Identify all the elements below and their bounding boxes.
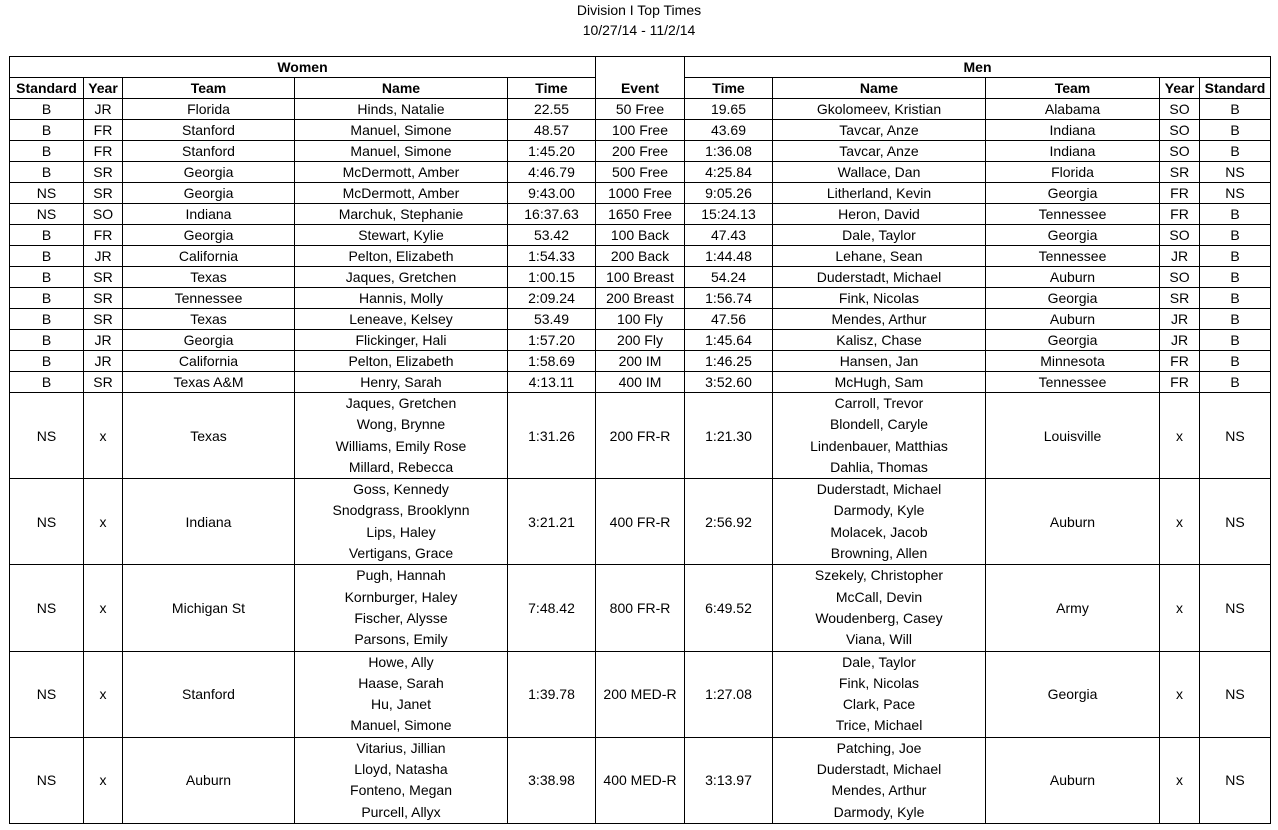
women-time-cell: 1:31.26 bbox=[508, 393, 596, 479]
relay-row bbox=[10, 565, 1271, 651]
women-team-cell: Georgia bbox=[123, 330, 295, 351]
table-row bbox=[10, 225, 1271, 246]
women-time-cell: 3:21.21 bbox=[508, 479, 596, 565]
swimmer-name: Blondell, Caryle bbox=[829, 416, 929, 433]
women-standard-cell: B bbox=[10, 288, 84, 309]
event-cell: 200 Free bbox=[596, 141, 685, 162]
women-swimmers-cell bbox=[295, 651, 508, 737]
men-swimmers-cell bbox=[773, 393, 986, 479]
relay-row bbox=[10, 393, 1271, 479]
men-standard-cell: B bbox=[1200, 288, 1271, 309]
event-cell: 200 Breast bbox=[596, 288, 685, 309]
women-standard-cell: B bbox=[10, 246, 84, 267]
date-range: 10/27/14 - 11/2/14 bbox=[582, 22, 696, 38]
relay-row bbox=[10, 651, 1271, 737]
men-team-cell: Tennessee bbox=[986, 372, 1160, 393]
men-team-cell: Auburn bbox=[986, 479, 1160, 565]
event-cell: 100 Breast bbox=[596, 267, 685, 288]
men-name-cell: Tavcar, Anze bbox=[773, 120, 986, 141]
swimmer-name: Trice, Michael bbox=[835, 717, 923, 734]
swimmer-name: Wong, Brynne bbox=[356, 416, 446, 433]
table-row bbox=[10, 288, 1271, 309]
men-standard-cell: B bbox=[1200, 120, 1271, 141]
table-row bbox=[10, 183, 1271, 204]
women-time-cell: 4:13.11 bbox=[508, 372, 596, 393]
women-year-cell: JR bbox=[84, 99, 123, 120]
swimmer-name: Fink, Nicolas bbox=[838, 674, 920, 691]
swimmer-name: Carroll, Trevor bbox=[834, 395, 924, 411]
women-team-cell: California bbox=[123, 246, 295, 267]
women-name-cell: Henry, Sarah bbox=[295, 372, 508, 393]
column-header: Team bbox=[986, 78, 1160, 99]
men-time-cell: 1:45.64 bbox=[685, 330, 773, 351]
swimmer-name: Goss, Kennedy bbox=[353, 481, 449, 498]
women-team-cell: Texas A&M bbox=[123, 372, 295, 393]
men-year-cell: x bbox=[1160, 651, 1200, 737]
event-cell: 200 Fly bbox=[596, 330, 685, 351]
relay-row bbox=[10, 479, 1271, 565]
men-year-cell: x bbox=[1160, 393, 1200, 479]
women-time-cell: 22.55 bbox=[508, 99, 596, 120]
men-team-cell: Indiana bbox=[986, 141, 1160, 162]
women-year-cell: x bbox=[84, 479, 123, 565]
women-year-cell: FR bbox=[84, 141, 123, 162]
column-header: Standard bbox=[1200, 78, 1271, 99]
women-team-cell: Texas bbox=[123, 309, 295, 330]
column-header: Year bbox=[1160, 78, 1200, 99]
women-year-cell: SR bbox=[84, 267, 123, 288]
women-year-cell: FR bbox=[84, 225, 123, 246]
women-standard-cell: B bbox=[10, 120, 84, 141]
page-title: Division I Top Times bbox=[576, 2, 702, 18]
swimmer-name: Duderstadt, Michael bbox=[816, 761, 942, 778]
swimmer-name: Lindenbauer, Matthias bbox=[810, 437, 948, 454]
women-standard-cell: NS bbox=[10, 737, 84, 823]
men-time-cell: 1:46.25 bbox=[685, 351, 773, 372]
men-team-cell: Auburn bbox=[986, 737, 1160, 823]
men-year-cell: SR bbox=[1160, 162, 1200, 183]
column-header: Name bbox=[773, 78, 986, 99]
swimmer-name: Vertigans, Grace bbox=[348, 545, 454, 562]
men-team-cell: Auburn bbox=[986, 267, 1160, 288]
event-cell: 400 MED-R bbox=[596, 737, 685, 823]
men-swimmers-cell bbox=[773, 565, 986, 651]
women-team-cell: Georgia bbox=[123, 162, 295, 183]
men-swimmers-cell bbox=[773, 479, 986, 565]
men-team-cell: Georgia bbox=[986, 651, 1160, 737]
women-team-cell: Georgia bbox=[123, 183, 295, 204]
swimmer-name: Pugh, Hannah bbox=[356, 567, 446, 584]
swimmer-name: Darmody, Kyle bbox=[833, 803, 925, 820]
men-standard-cell: B bbox=[1200, 267, 1271, 288]
women-year-cell: SO bbox=[84, 204, 123, 225]
men-swimmers-cell bbox=[773, 651, 986, 737]
women-name-cell: Pelton, Elizabeth bbox=[295, 351, 508, 372]
results-table bbox=[9, 56, 1271, 824]
swimmer-name: Jaques, Gretchen bbox=[345, 395, 457, 411]
men-time-cell: 2:56.92 bbox=[685, 479, 773, 565]
women-group-header: Women bbox=[10, 57, 596, 78]
women-time-cell: 48.57 bbox=[508, 120, 596, 141]
men-time-cell: 19.65 bbox=[685, 99, 773, 120]
women-time-cell: 9:43.00 bbox=[508, 183, 596, 204]
women-year-cell: x bbox=[84, 737, 123, 823]
women-standard-cell: B bbox=[10, 225, 84, 246]
women-time-cell: 4:46.79 bbox=[508, 162, 596, 183]
event-cell: 200 MED-R bbox=[596, 651, 685, 737]
table-row bbox=[10, 162, 1271, 183]
men-team-cell: Georgia bbox=[986, 330, 1160, 351]
swimmer-name: Dahlia, Thomas bbox=[830, 458, 928, 475]
men-team-cell: Georgia bbox=[986, 183, 1160, 204]
men-team-cell: Alabama bbox=[986, 99, 1160, 120]
swimmer-name: Lips, Haley bbox=[366, 523, 436, 540]
women-name-cell: McDermott, Amber bbox=[295, 162, 508, 183]
event-cell: 100 Fly bbox=[596, 309, 685, 330]
swimmer-name: Mendes, Arthur bbox=[831, 782, 927, 799]
women-time-cell: 1:00.15 bbox=[508, 267, 596, 288]
swimmer-name: Haase, Sarah bbox=[358, 674, 444, 691]
men-team-cell: Auburn bbox=[986, 309, 1160, 330]
table-row bbox=[10, 372, 1271, 393]
men-year-cell: SO bbox=[1160, 267, 1200, 288]
women-name-cell: Stewart, Kylie bbox=[295, 225, 508, 246]
men-year-cell: SO bbox=[1160, 120, 1200, 141]
swimmer-name: Fonteno, Megan bbox=[350, 782, 452, 799]
men-standard-cell: B bbox=[1200, 246, 1271, 267]
table-row bbox=[10, 204, 1271, 225]
men-standard-cell: B bbox=[1200, 141, 1271, 162]
women-time-cell: 16:37.63 bbox=[508, 204, 596, 225]
men-year-cell: x bbox=[1160, 479, 1200, 565]
men-year-cell: SO bbox=[1160, 141, 1200, 162]
column-header: Event bbox=[596, 78, 685, 99]
swimmer-name: Kornburger, Haley bbox=[344, 588, 458, 605]
men-time-cell: 15:24.13 bbox=[685, 204, 773, 225]
men-standard-cell: NS bbox=[1200, 183, 1271, 204]
men-name-cell: Lehane, Sean bbox=[773, 246, 986, 267]
women-team-cell: Indiana bbox=[123, 204, 295, 225]
women-standard-cell: NS bbox=[10, 479, 84, 565]
women-time-cell: 7:48.42 bbox=[508, 565, 596, 651]
women-team-cell: Stanford bbox=[123, 141, 295, 162]
women-team-cell: Georgia bbox=[123, 225, 295, 246]
swimmer-name: Browning, Allen bbox=[830, 545, 928, 562]
event-cell: 100 Free bbox=[596, 120, 685, 141]
women-year-cell: x bbox=[84, 393, 123, 479]
table-row bbox=[10, 351, 1271, 372]
women-name-cell: Flickinger, Hali bbox=[295, 330, 508, 351]
men-year-cell: FR bbox=[1160, 183, 1200, 204]
men-time-cell: 43.69 bbox=[685, 120, 773, 141]
women-time-cell: 1:58.69 bbox=[508, 351, 596, 372]
table-row bbox=[10, 141, 1271, 162]
women-time-cell: 1:57.20 bbox=[508, 330, 596, 351]
women-name-cell: Leneave, Kelsey bbox=[295, 309, 508, 330]
event-cell: 800 FR-R bbox=[596, 565, 685, 651]
column-header: Team bbox=[123, 78, 295, 99]
men-standard-cell: B bbox=[1200, 351, 1271, 372]
men-time-cell: 1:36.08 bbox=[685, 141, 773, 162]
women-year-cell: JR bbox=[84, 246, 123, 267]
swimmer-name: Howe, Ally bbox=[368, 653, 434, 670]
women-standard-cell: B bbox=[10, 351, 84, 372]
men-standard-cell: NS bbox=[1200, 737, 1271, 823]
men-year-cell: SR bbox=[1160, 288, 1200, 309]
women-team-cell: Auburn bbox=[123, 737, 295, 823]
event-cell: 400 IM bbox=[596, 372, 685, 393]
swimmer-name: Dale, Taylor bbox=[842, 653, 916, 670]
women-team-cell: Indiana bbox=[123, 479, 295, 565]
men-time-cell: 4:25.84 bbox=[685, 162, 773, 183]
column-header: Standard bbox=[10, 78, 84, 99]
women-team-cell: Texas bbox=[123, 267, 295, 288]
men-team-cell: Army bbox=[986, 565, 1160, 651]
men-standard-cell: B bbox=[1200, 99, 1271, 120]
women-year-cell: FR bbox=[84, 120, 123, 141]
event-cell: 50 Free bbox=[596, 99, 685, 120]
swimmer-name: Duderstadt, Michael bbox=[816, 481, 942, 498]
women-year-cell: SR bbox=[84, 309, 123, 330]
column-header: Name bbox=[295, 78, 508, 99]
women-year-cell: SR bbox=[84, 183, 123, 204]
women-time-cell: 3:38.98 bbox=[508, 737, 596, 823]
women-name-cell: Hannis, Molly bbox=[295, 288, 508, 309]
men-time-cell: 1:44.48 bbox=[685, 246, 773, 267]
men-name-cell: Wallace, Dan bbox=[773, 162, 986, 183]
men-year-cell: SO bbox=[1160, 225, 1200, 246]
women-standard-cell: NS bbox=[10, 565, 84, 651]
women-standard-cell: B bbox=[10, 141, 84, 162]
men-year-cell: x bbox=[1160, 565, 1200, 651]
men-time-cell: 47.56 bbox=[685, 309, 773, 330]
women-standard-cell: B bbox=[10, 330, 84, 351]
men-name-cell: Fink, Nicolas bbox=[773, 288, 986, 309]
women-time-cell: 53.49 bbox=[508, 309, 596, 330]
women-year-cell: SR bbox=[84, 162, 123, 183]
women-name-cell: McDermott, Amber bbox=[295, 183, 508, 204]
women-time-cell: 1:45.20 bbox=[508, 141, 596, 162]
men-year-cell: JR bbox=[1160, 246, 1200, 267]
men-group-header: Men bbox=[685, 57, 1271, 78]
men-standard-cell: NS bbox=[1200, 479, 1271, 565]
women-team-cell: Michigan St bbox=[123, 565, 295, 651]
men-time-cell: 3:52.60 bbox=[685, 372, 773, 393]
men-time-cell: 1:27.08 bbox=[685, 651, 773, 737]
swimmer-name: Viana, Will bbox=[846, 631, 912, 648]
swimmer-name: Millard, Rebecca bbox=[348, 458, 454, 475]
women-team-cell: Tennessee bbox=[123, 288, 295, 309]
men-year-cell: JR bbox=[1160, 330, 1200, 351]
men-name-cell: Heron, David bbox=[773, 204, 986, 225]
men-time-cell: 47.43 bbox=[685, 225, 773, 246]
men-team-cell: Georgia bbox=[986, 225, 1160, 246]
women-year-cell: JR bbox=[84, 330, 123, 351]
swimmer-name: Manuel, Simone bbox=[350, 717, 452, 734]
women-swimmers-cell bbox=[295, 479, 508, 565]
women-time-cell: 1:54.33 bbox=[508, 246, 596, 267]
men-time-cell: 54.24 bbox=[685, 267, 773, 288]
column-header: Year bbox=[84, 78, 123, 99]
men-team-cell: Tennessee bbox=[986, 246, 1160, 267]
swimmer-name: Szekely, Christopher bbox=[814, 567, 944, 584]
women-name-cell: Manuel, Simone bbox=[295, 141, 508, 162]
group-header-row bbox=[10, 57, 1271, 78]
men-standard-cell: B bbox=[1200, 225, 1271, 246]
women-team-cell: Stanford bbox=[123, 120, 295, 141]
swimmer-name: Snodgrass, Brooklynn bbox=[332, 502, 470, 519]
women-standard-cell: NS bbox=[10, 204, 84, 225]
women-name-cell: Manuel, Simone bbox=[295, 120, 508, 141]
women-standard-cell: B bbox=[10, 267, 84, 288]
swimmer-name: Patching, Joe bbox=[836, 739, 922, 756]
men-year-cell: x bbox=[1160, 737, 1200, 823]
men-swimmers-cell bbox=[773, 737, 986, 823]
men-year-cell: FR bbox=[1160, 351, 1200, 372]
women-standard-cell: NS bbox=[10, 393, 84, 479]
event-cell: 200 Back bbox=[596, 246, 685, 267]
men-name-cell: Duderstadt, Michael bbox=[773, 267, 986, 288]
women-time-cell: 53.42 bbox=[508, 225, 596, 246]
women-name-cell: Marchuk, Stephanie bbox=[295, 204, 508, 225]
men-year-cell: SO bbox=[1160, 99, 1200, 120]
men-team-cell: Minnesota bbox=[986, 351, 1160, 372]
men-time-cell: 1:21.30 bbox=[685, 393, 773, 479]
men-name-cell: Gkolomeev, Kristian bbox=[773, 99, 986, 120]
women-swimmers-cell bbox=[295, 565, 508, 651]
men-team-cell: Tennessee bbox=[986, 204, 1160, 225]
men-year-cell: FR bbox=[1160, 372, 1200, 393]
table-row bbox=[10, 120, 1271, 141]
swimmer-name: Purcell, Allyx bbox=[361, 803, 441, 820]
men-standard-cell: B bbox=[1200, 309, 1271, 330]
women-year-cell: x bbox=[84, 651, 123, 737]
swimmer-name: Woudenberg, Casey bbox=[815, 609, 943, 626]
event-cell: 1650 Free bbox=[596, 204, 685, 225]
men-standard-cell: NS bbox=[1200, 393, 1271, 479]
group-header-spacer bbox=[596, 57, 685, 78]
men-time-cell: 6:49.52 bbox=[685, 565, 773, 651]
women-time-cell: 2:09.24 bbox=[508, 288, 596, 309]
women-team-cell: California bbox=[123, 351, 295, 372]
event-cell: 100 Back bbox=[596, 225, 685, 246]
event-cell: 200 FR-R bbox=[596, 393, 685, 479]
swimmer-name: McCall, Devin bbox=[835, 588, 923, 605]
event-cell: 1000 Free bbox=[596, 183, 685, 204]
men-year-cell: JR bbox=[1160, 309, 1200, 330]
table-row bbox=[10, 330, 1271, 351]
men-standard-cell: NS bbox=[1200, 651, 1271, 737]
women-name-cell: Jaques, Gretchen bbox=[295, 267, 508, 288]
men-standard-cell: B bbox=[1200, 372, 1271, 393]
swimmer-name: Parsons, Emily bbox=[354, 631, 448, 648]
women-year-cell: JR bbox=[84, 351, 123, 372]
swimmer-name: Lloyd, Natasha bbox=[354, 761, 448, 778]
men-name-cell: Dale, Taylor bbox=[773, 225, 986, 246]
swimmer-name: Fischer, Alysse bbox=[354, 609, 448, 626]
men-time-cell: 1:56.74 bbox=[685, 288, 773, 309]
men-name-cell: Litherland, Kevin bbox=[773, 183, 986, 204]
men-name-cell: Tavcar, Anze bbox=[773, 141, 986, 162]
men-year-cell: FR bbox=[1160, 204, 1200, 225]
men-team-cell: Louisville bbox=[986, 393, 1160, 479]
table-row bbox=[10, 99, 1271, 120]
men-standard-cell: NS bbox=[1200, 162, 1271, 183]
column-header: Time bbox=[685, 78, 773, 99]
swimmer-name: Clark, Pace bbox=[842, 696, 916, 713]
swimmer-name: Molacek, Jacob bbox=[830, 523, 928, 540]
relay-row bbox=[10, 737, 1271, 823]
women-standard-cell: NS bbox=[10, 183, 84, 204]
women-name-cell: Hinds, Natalie bbox=[295, 99, 508, 120]
event-cell: 500 Free bbox=[596, 162, 685, 183]
men-time-cell: 9:05.26 bbox=[685, 183, 773, 204]
women-year-cell: x bbox=[84, 565, 123, 651]
table-row bbox=[10, 246, 1271, 267]
women-time-cell: 1:39.78 bbox=[508, 651, 596, 737]
swimmer-name: Darmody, Kyle bbox=[833, 502, 925, 519]
men-standard-cell: B bbox=[1200, 204, 1271, 225]
women-standard-cell: B bbox=[10, 162, 84, 183]
men-name-cell: Mendes, Arthur bbox=[773, 309, 986, 330]
column-header: Time bbox=[508, 78, 596, 99]
women-year-cell: SR bbox=[84, 288, 123, 309]
table-row bbox=[10, 309, 1271, 330]
men-team-cell: Georgia bbox=[986, 288, 1160, 309]
women-year-cell: SR bbox=[84, 372, 123, 393]
event-cell: 200 IM bbox=[596, 351, 685, 372]
women-name-cell: Pelton, Elizabeth bbox=[295, 246, 508, 267]
women-swimmers-cell bbox=[295, 393, 508, 479]
swimmer-name: Vitarius, Jillian bbox=[356, 739, 446, 756]
swimmer-name: Hu, Janet bbox=[371, 696, 431, 713]
men-name-cell: McHugh, Sam bbox=[773, 372, 986, 393]
table-row bbox=[10, 267, 1271, 288]
men-standard-cell: B bbox=[1200, 330, 1271, 351]
men-time-cell: 3:13.97 bbox=[685, 737, 773, 823]
women-standard-cell: B bbox=[10, 372, 84, 393]
men-name-cell: Kalisz, Chase bbox=[773, 330, 986, 351]
women-standard-cell: NS bbox=[10, 651, 84, 737]
column-header-row bbox=[10, 78, 1271, 99]
men-team-cell: Indiana bbox=[986, 120, 1160, 141]
swimmer-name: Williams, Emily Rose bbox=[335, 437, 467, 454]
women-swimmers-cell bbox=[295, 737, 508, 823]
event-cell: 400 FR-R bbox=[596, 479, 685, 565]
women-team-cell: Florida bbox=[123, 99, 295, 120]
women-team-cell: Texas bbox=[123, 393, 295, 479]
women-standard-cell: B bbox=[10, 309, 84, 330]
men-name-cell: Hansen, Jan bbox=[773, 351, 986, 372]
men-standard-cell: NS bbox=[1200, 565, 1271, 651]
women-standard-cell: B bbox=[10, 99, 84, 120]
men-team-cell: Florida bbox=[986, 162, 1160, 183]
women-team-cell: Stanford bbox=[123, 651, 295, 737]
